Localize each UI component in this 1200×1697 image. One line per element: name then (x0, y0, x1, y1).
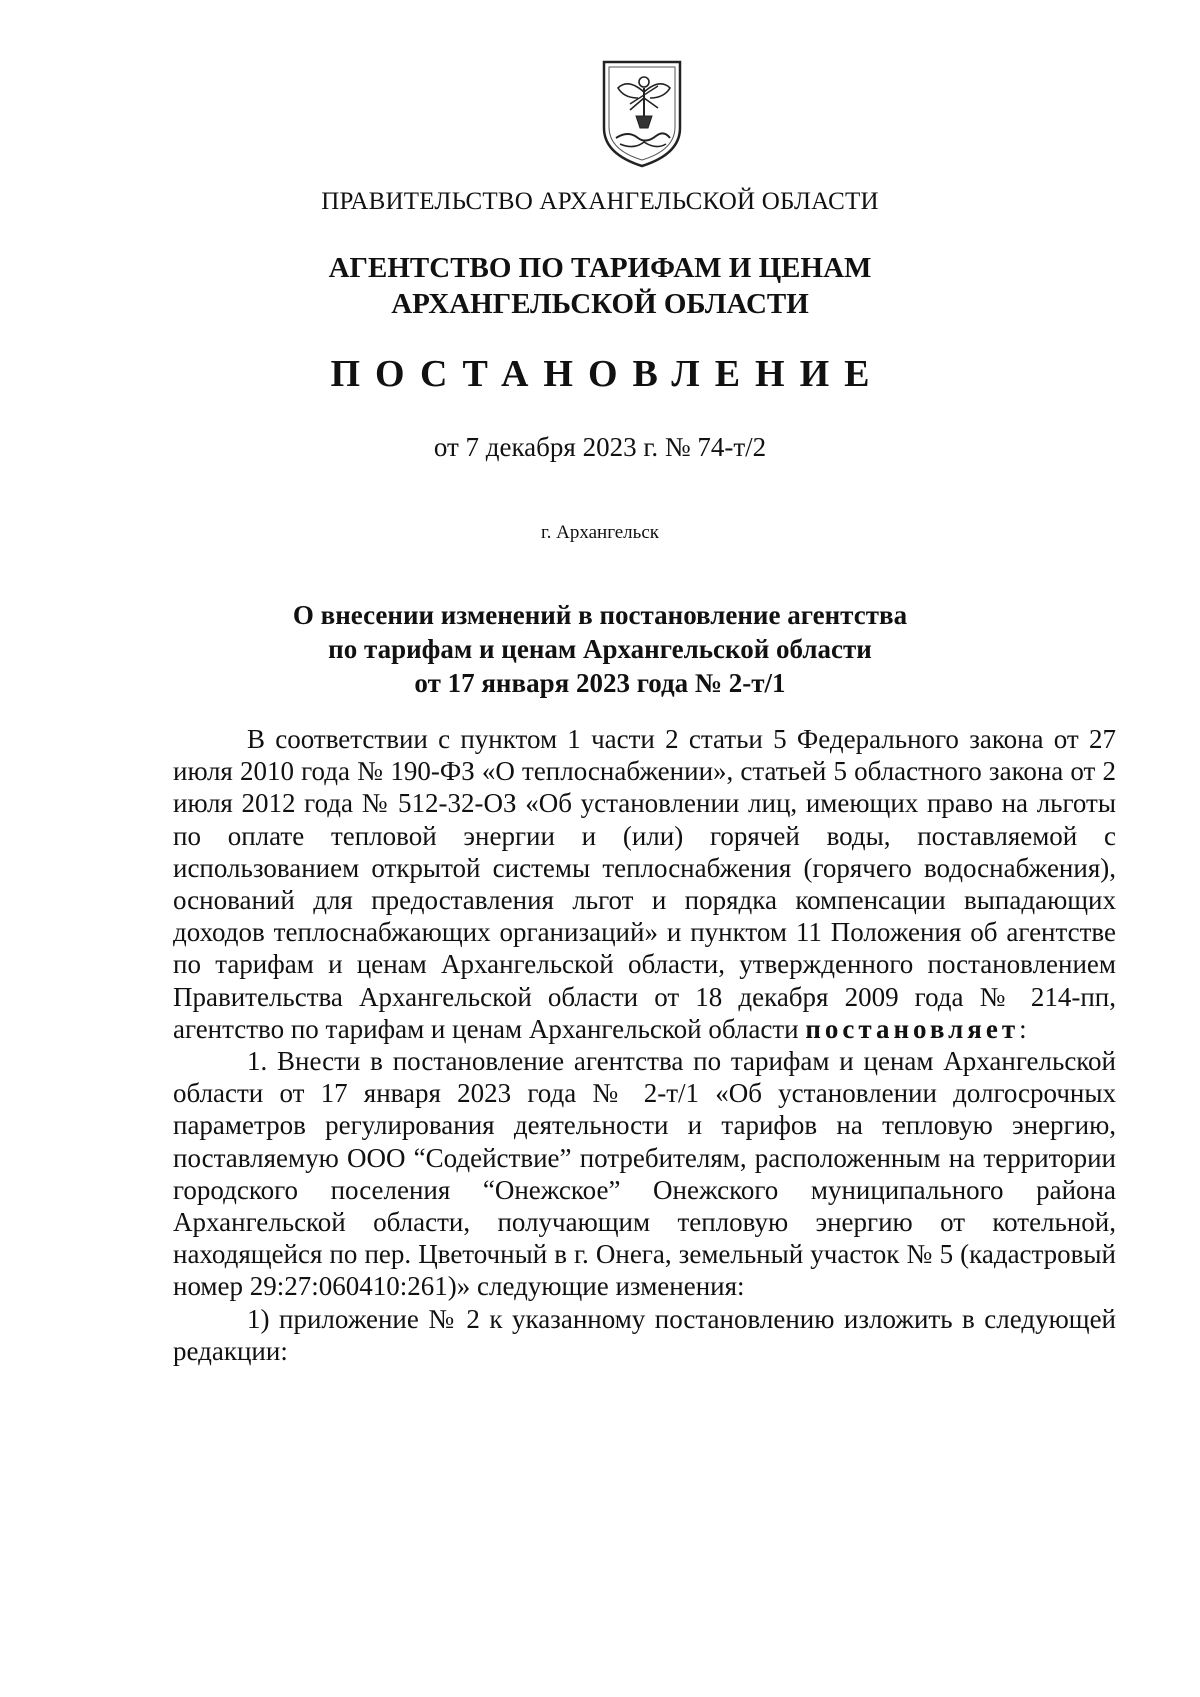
document-city: г. Архангельск (540, 522, 659, 543)
document-subject (0, 598, 1200, 700)
document-type-title: ПОСТАНОВЛЕНИЕ (330, 353, 885, 395)
agency-name-line-2: АРХАНГЕЛЬСКОЙ ОБЛАСТИ (391, 288, 809, 320)
resolves-word: постановляет (805, 1013, 1020, 1044)
subject-line-2: по тарифам и ценам Архангельской области (328, 634, 872, 664)
government-name: ПРАВИТЕЛЬСТВО АРХАНГЕЛЬСКОЙ ОБЛАСТИ (321, 188, 879, 215)
subject-line-1: О внесении изменений в постановление агентства (292, 600, 908, 630)
preamble-paragraph (173, 723, 1116, 1045)
document-body (173, 723, 1116, 1367)
agency-name-line-1: АГЕНТСТВО ПО ТАРИФАМ И ЦЕНАМ (328, 252, 872, 284)
document-date-number: от 7 декабря 2023 г. № 74-т/2 (433, 432, 767, 462)
item-1-paragraph: 1. Внести в постановление агентства по тарифам и ценам Архангельской области от 17 января 2023 года № 2-т/1 «Об установлении долгосрочных параметров регулирования деятельности и тарифов на тепловую энергию, поставляемую ООО “Содействие” потребителям, расположенным на территории городского поселения “Онежское” Онежского муниципального района Архангельской области, получающим тепловую энергию от котельной, находящейся по пер. Цветочный в г. Онега, земельный участок № 5 (кадастровый номер 29:27:060410:261)» следующие изменения: (173, 1046, 1116, 1302)
preamble-text: В соответствии с пунктом 1 части 2 статьи 5 Федерального закона от 27 июля 2010 года № 190-ФЗ «О теплоснабжении», статьей 5 областного закона от 2 июля 2012 года № 512-32-ОЗ «Об установлении лиц, имеющих право на льготы по оплате тепловой энергии и (или) горячей воды, поставляемой с использованием открытой системы теплоснабжения (горячего водоснабжения), оснований для предоставления льгот и порядка компенсации выпадающих доходов теплоснабжающих организаций» и пунктом 11 Положения об агентстве по тарифам и ценам Архангельской области, утвержденного постановлением Правительства Архангельской области от 18 декабря 2009 года № 214-пп, агентство по тарифам и ценам Архангельской области (173, 724, 1116, 1044)
resolves-punctuation: : (1019, 1013, 1027, 1044)
coat-of-arms-emblem (600, 58, 684, 170)
subject-line-3: от 17 января 2023 года № 2-т/1 (414, 668, 786, 698)
agency-name (0, 250, 1200, 322)
subitem-1-paragraph: 1) приложение № 2 к указанному постановлению изложить в следующей редакции: (173, 1303, 1116, 1366)
